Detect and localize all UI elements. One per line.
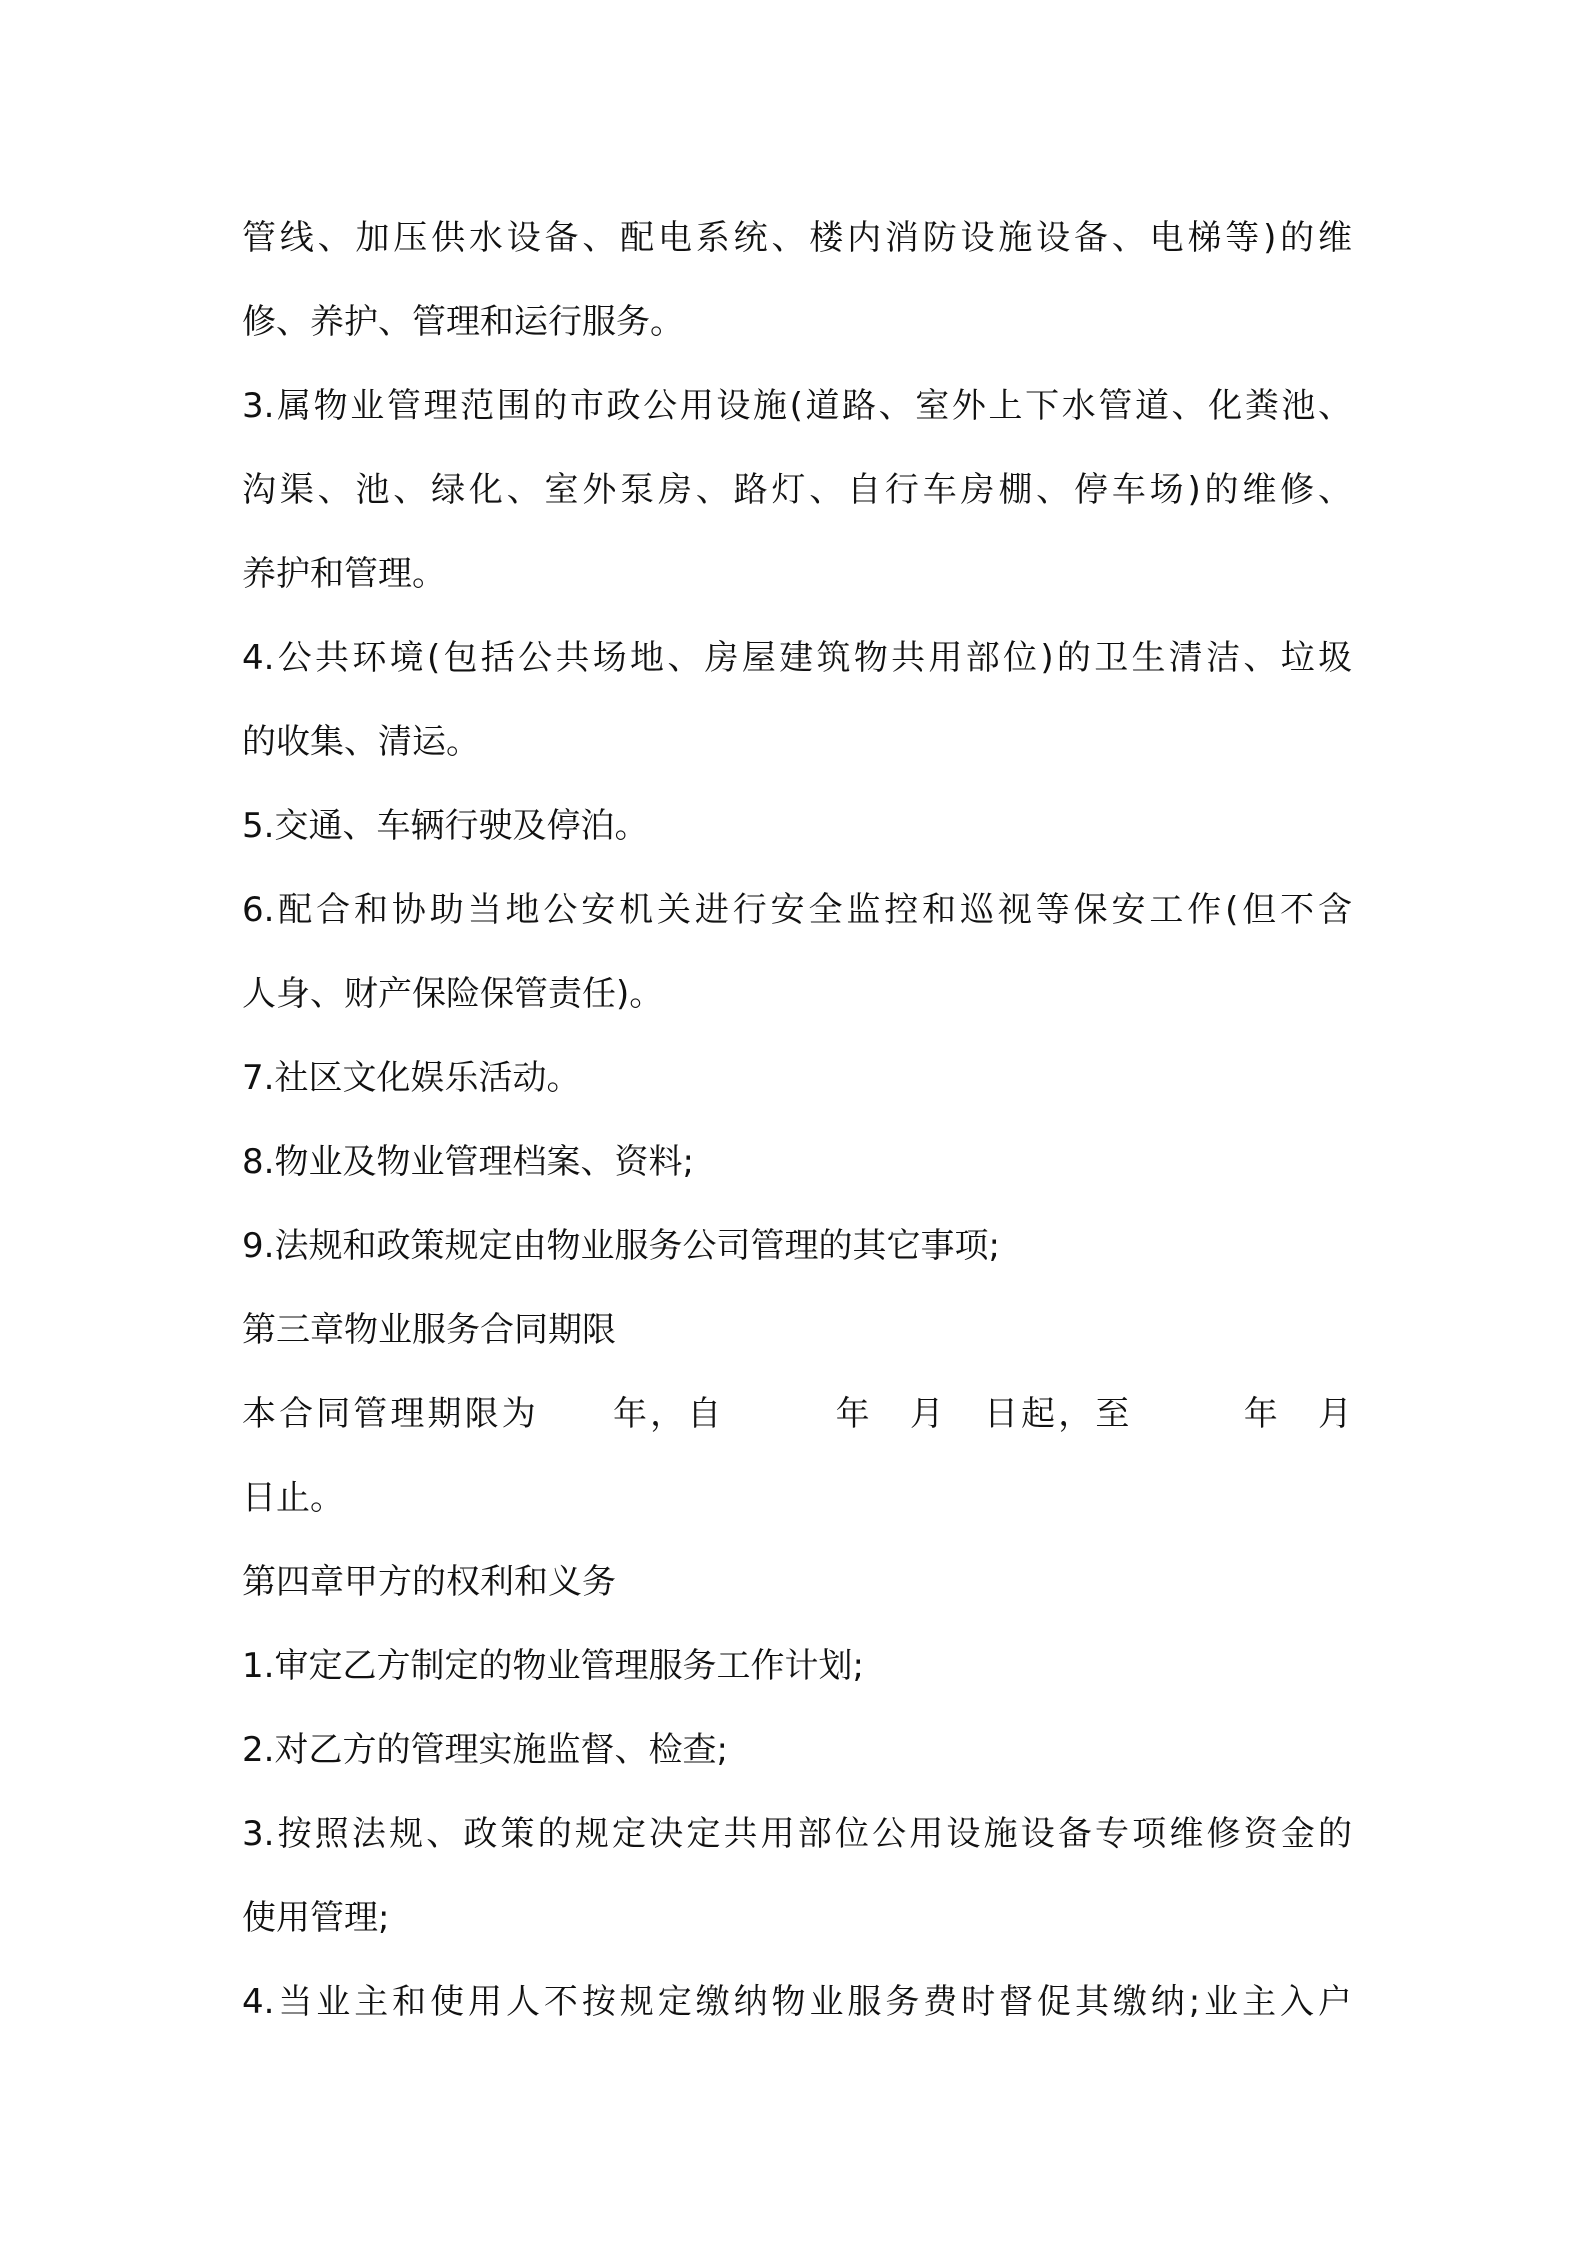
text-line: 4.公共环境(包括公共场地、房屋建筑物共用部位)的卫生清洁、垃圾 bbox=[242, 638, 1352, 678]
document-page bbox=[242, 196, 1352, 2044]
text-line: 2.对乙方的管理实施监督、检查; bbox=[242, 1730, 728, 1770]
text-line: 使用管理; bbox=[242, 1898, 390, 1938]
text-line: 5.交通、车辆行驶及停泊。 bbox=[242, 806, 649, 846]
text-line: 1.审定乙方制定的物业管理服务工作计划; bbox=[242, 1646, 864, 1686]
text-line: 7.社区文化娱乐活动。 bbox=[242, 1058, 581, 1098]
text-line: 4.当业主和使用人不按规定缴纳物业服务费时督促其缴纳;业主入户 bbox=[242, 1982, 1352, 2022]
text-line: 6.配合和协助当地公安机关进行安全监控和巡视等保安工作(但不含 bbox=[242, 890, 1352, 930]
chapter-heading: 第四章甲方的权利和义务 bbox=[242, 1562, 616, 1602]
text-line: 养护和管理。 bbox=[242, 554, 446, 594]
text-line: 本合同管理期限为 年，自 年 月 日起，至 年 月 bbox=[242, 1394, 1352, 1434]
text-line: 人身、财产保险保管责任)。 bbox=[242, 974, 664, 1014]
text-line: 3.按照法规、政策的规定决定共用部位公用设施设备专项维修资金的 bbox=[242, 1814, 1352, 1854]
text-line: 9.法规和政策规定由物业服务公司管理的其它事项; bbox=[242, 1226, 1000, 1266]
text-line: 修、养护、管理和运行服务。 bbox=[242, 302, 684, 342]
text-line: 8.物业及物业管理档案、资料; bbox=[242, 1142, 694, 1182]
text-line: 的收集、清运。 bbox=[242, 722, 480, 762]
chapter-heading: 第三章物业服务合同期限 bbox=[242, 1310, 616, 1350]
text-line: 3.属物业管理范围的市政公用设施(道路、室外上下水管道、化粪池、 bbox=[242, 386, 1352, 426]
text-line: 沟渠、池、绿化、室外泵房、路灯、自行车房棚、停车场)的维修、 bbox=[242, 470, 1352, 510]
text-line: 日止。 bbox=[242, 1478, 344, 1518]
text-line: 管线、加压供水设备、配电系统、楼内消防设施设备、电梯等)的维 bbox=[242, 218, 1352, 258]
